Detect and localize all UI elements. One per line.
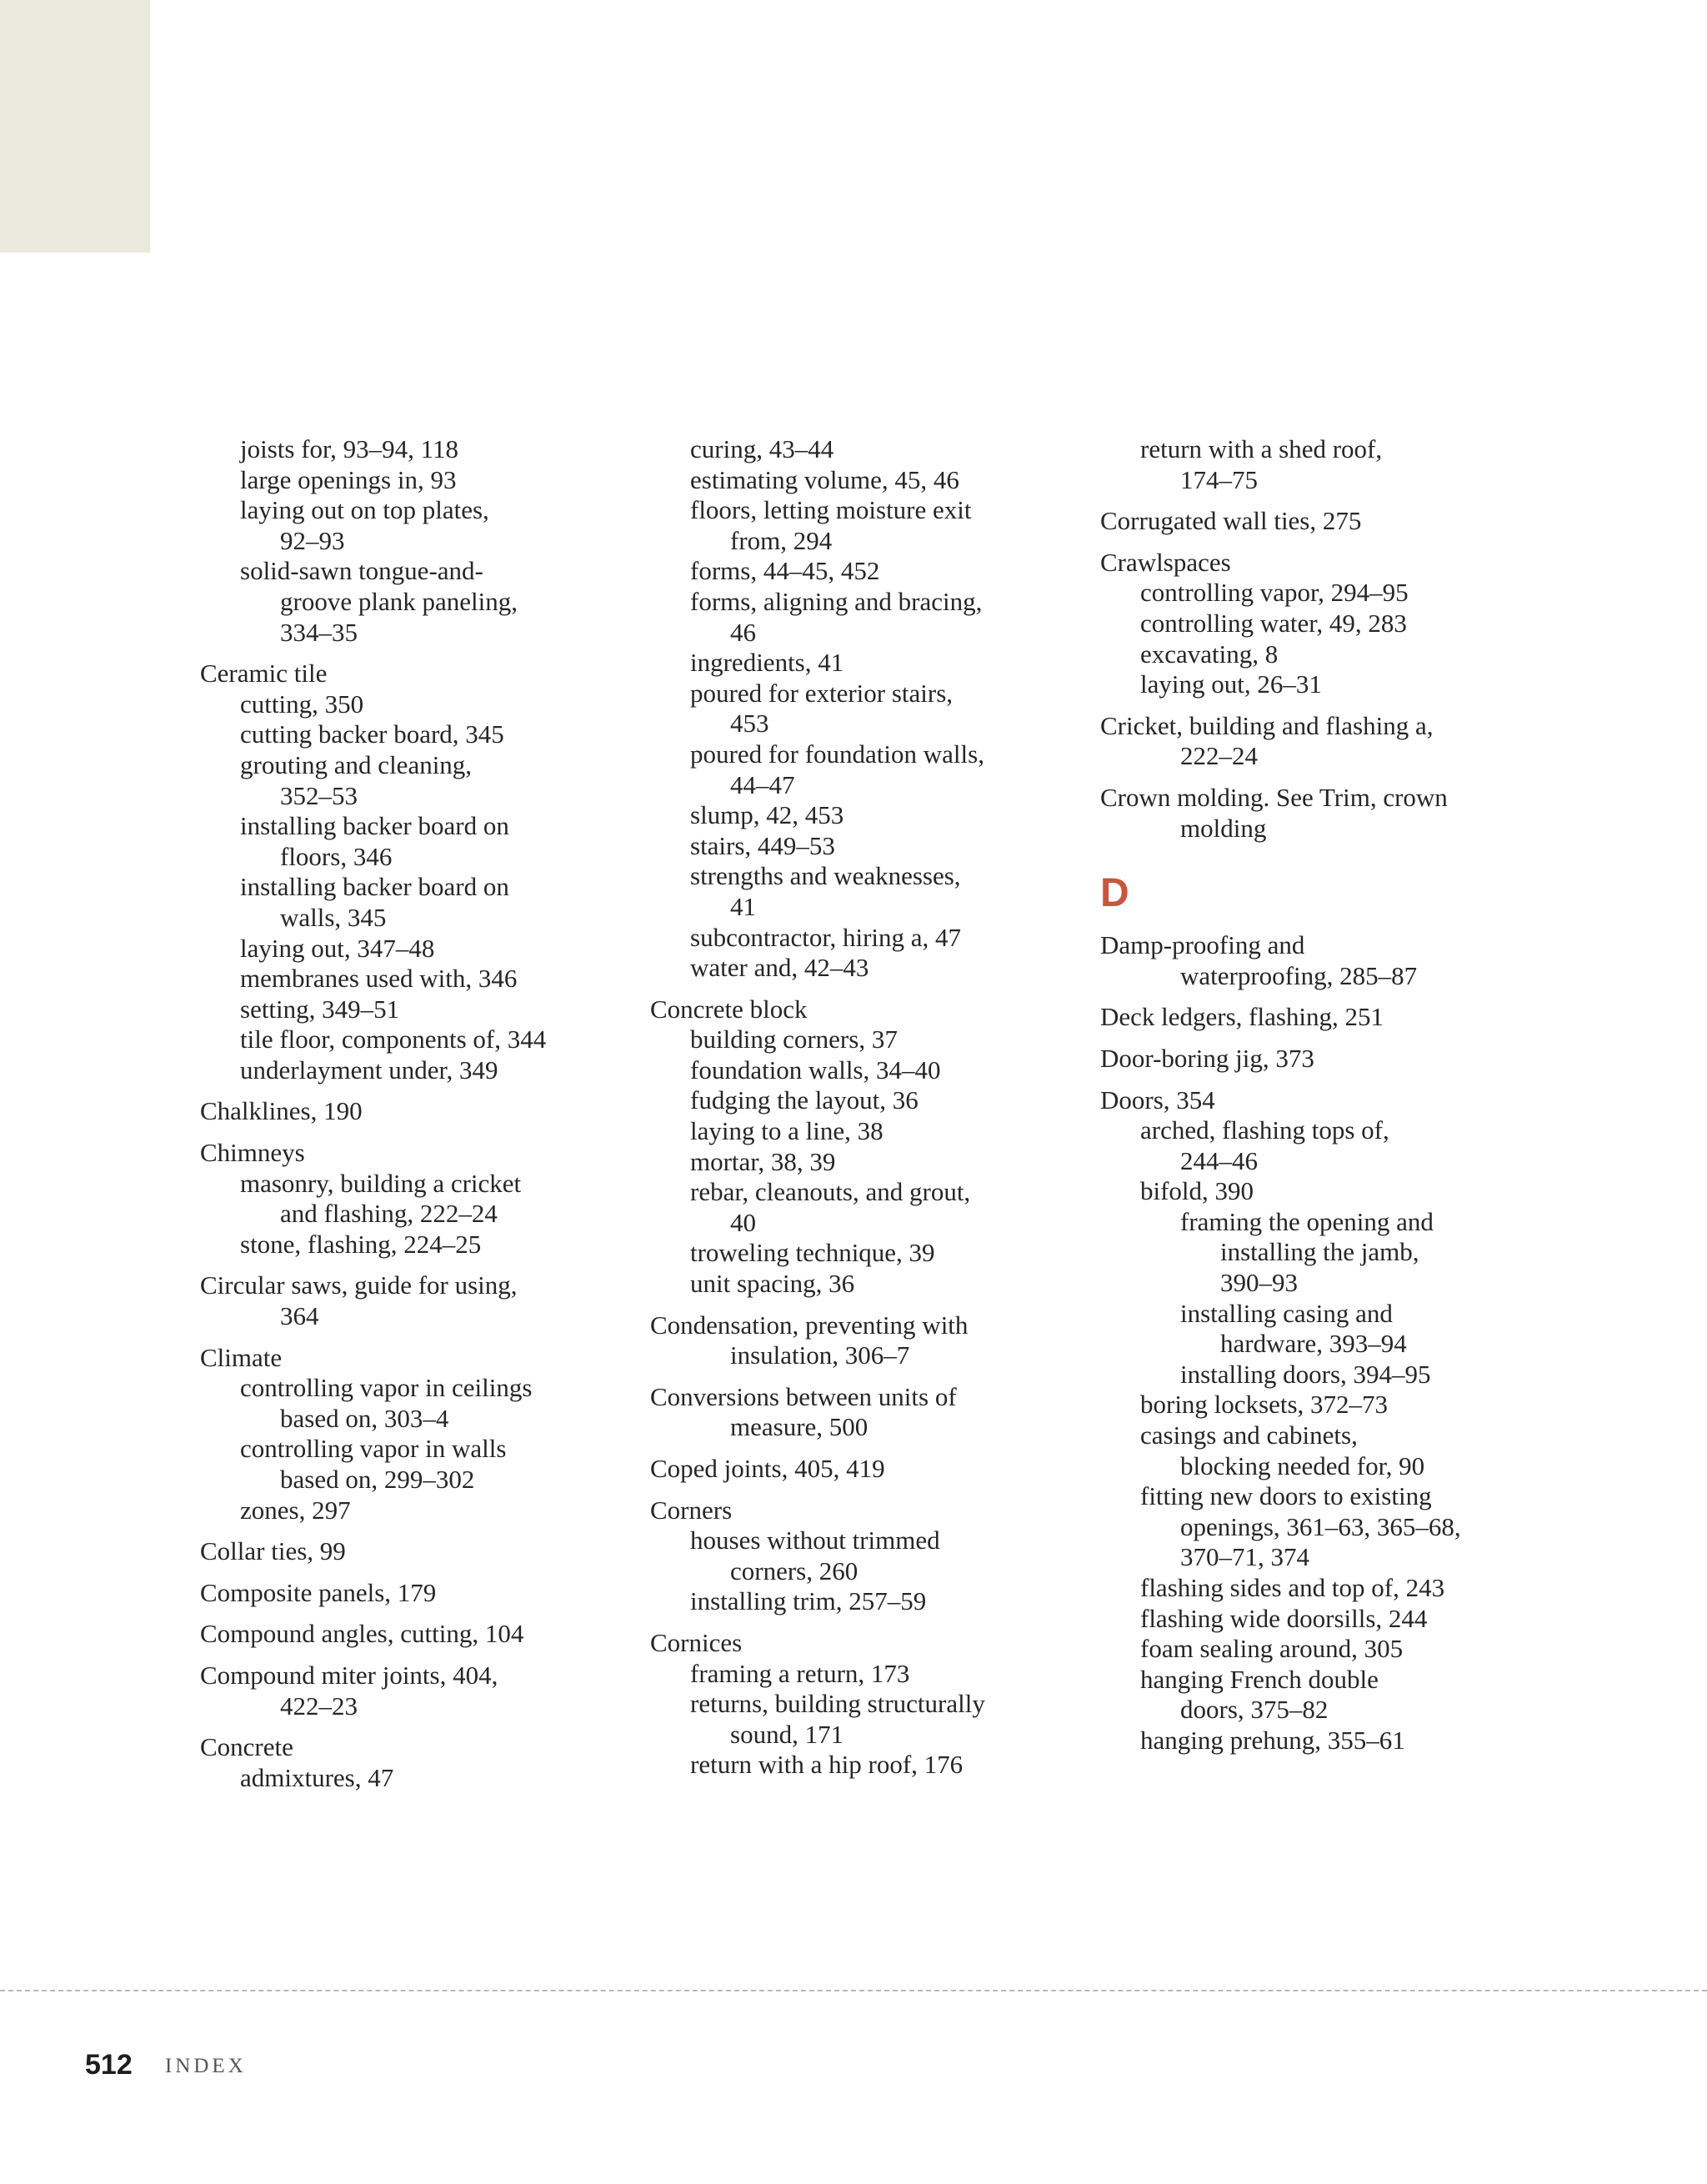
index-subentry: masonry, building a cricket xyxy=(240,1168,522,1198)
index-heading: Corrugated wall ties, 275 xyxy=(1100,506,1362,536)
index-subentry: based on, 303–4 xyxy=(280,1403,449,1433)
index-heading: Cornices xyxy=(650,1627,743,1657)
index-subentry: framing a return, 173 xyxy=(690,1658,910,1688)
index-subentry: estimating volume, 45, 46 xyxy=(690,464,959,494)
index-subentry: from, 294 xyxy=(730,525,833,555)
index-subentry: 40 xyxy=(730,1207,756,1237)
index-subentry: zones, 297 xyxy=(240,1495,351,1525)
index-subentry: subcontractor, hiring a, 47 xyxy=(690,922,962,952)
index-heading: Cricket, building and flashing a, xyxy=(1100,710,1434,740)
index-heading: Coped joints, 405, 419 xyxy=(650,1454,885,1483)
index-subentry: floors, 346 xyxy=(280,841,393,871)
index-subentry: waterproofing, 285–87 xyxy=(1180,960,1418,990)
index-subentry: returns, building structurally xyxy=(690,1689,985,1719)
index-subentry: hanging French double xyxy=(1140,1664,1379,1694)
index-subentry: insulation, 306–7 xyxy=(730,1340,910,1370)
index-subentry: tile floor, components of, 344 xyxy=(240,1024,547,1054)
index-subentry: strengths and weaknesses, xyxy=(690,861,961,891)
index-subentry: bifold, 390 xyxy=(1140,1176,1254,1206)
index-subentry: 41 xyxy=(730,891,756,921)
index-subentry: 244–46 xyxy=(1180,1145,1258,1175)
index-subentry: controlling water, 49, 283 xyxy=(1140,608,1407,638)
index-heading: Ceramic tile xyxy=(200,659,328,689)
index-subentry: stone, flashing, 224–25 xyxy=(240,1229,482,1259)
index-subentry: building corners, 37 xyxy=(690,1024,898,1054)
index-heading: Climate xyxy=(200,1342,283,1372)
index-column-1 xyxy=(200,434,633,1793)
index-subentry: 174–75 xyxy=(1180,464,1258,494)
index-subentry: underlayment under, 349 xyxy=(240,1054,498,1084)
index-subentry: 453 xyxy=(730,709,769,739)
corner-tab xyxy=(0,0,150,253)
index-subentry: installing casing and xyxy=(1180,1298,1393,1328)
index-heading: Damp-proofing and xyxy=(1100,930,1305,960)
index-subentry: groove plank paneling, xyxy=(280,586,518,616)
index-subentry: hardware, 393–94 xyxy=(1220,1329,1407,1359)
index-subentry: installing backer board on xyxy=(240,811,509,841)
index-heading: Concrete block xyxy=(650,994,808,1024)
index-heading: Concrete xyxy=(200,1732,293,1762)
index-subentry: mortar, 38, 39 xyxy=(690,1146,836,1176)
index-subentry: laying out on top plates, xyxy=(240,495,489,525)
index-heading: Crawlspaces xyxy=(1100,547,1231,577)
index-subentry: based on, 299–302 xyxy=(280,1465,475,1494)
index-subentry: 334–35 xyxy=(280,617,358,647)
index-subentry: excavating, 8 xyxy=(1140,639,1279,669)
index-subentry: large openings in, 93 xyxy=(240,464,457,494)
index-subentry: troweling technique, 39 xyxy=(690,1238,935,1268)
index-subentry: unit spacing, 36 xyxy=(690,1269,855,1299)
index-subentry: casings and cabinets, xyxy=(1140,1420,1358,1450)
index-subentry: installing trim, 257–59 xyxy=(690,1586,927,1616)
index-subentry: controlling vapor, 294–95 xyxy=(1140,578,1409,608)
index-subentry: poured for foundation walls, xyxy=(690,739,984,769)
index-subentry: poured for exterior stairs, xyxy=(690,678,954,708)
index-subentry: foundation walls, 34–40 xyxy=(690,1054,941,1084)
index-subentry: forms, aligning and bracing, xyxy=(690,586,983,616)
index-subentry: water and, 42–43 xyxy=(690,953,869,983)
index-heading: Conversions between units of xyxy=(650,1381,957,1411)
index-subentry: floors, letting moisture exit xyxy=(690,495,972,525)
index-heading: Compound angles, cutting, 104 xyxy=(200,1619,524,1649)
index-subentry: setting, 349–51 xyxy=(240,994,400,1024)
index-subentry: and flashing, 222–24 xyxy=(280,1199,498,1229)
index-subentry: 352–53 xyxy=(280,780,358,810)
page-number: 512 xyxy=(85,2049,133,2081)
index-heading: Deck ledgers, flashing, 251 xyxy=(1100,1002,1384,1032)
index-subentry: forms, 44–45, 452 xyxy=(690,556,880,586)
index-subentry: boring locksets, 372–73 xyxy=(1140,1390,1389,1420)
section-letter: D xyxy=(1100,871,1129,916)
index-subentry: doors, 375–82 xyxy=(1180,1695,1329,1725)
index-heading: Door-boring jig, 373 xyxy=(1100,1043,1314,1073)
index-subentry: rebar, cleanouts, and grout, xyxy=(690,1177,971,1207)
index-subentry: houses without trimmed xyxy=(690,1525,940,1555)
index-heading: Collar ties, 99 xyxy=(200,1536,346,1566)
footer-rule xyxy=(0,1990,1707,1991)
index-subentry: sound, 171 xyxy=(730,1719,844,1749)
index-subentry: cutting, 350 xyxy=(240,689,364,719)
index-heading: Crown molding. See Trim, crown xyxy=(1100,782,1448,812)
index-subentry: joists for, 93–94, 118 xyxy=(240,434,458,463)
index-heading: Chalklines, 190 xyxy=(200,1096,363,1126)
index-heading: Corners xyxy=(650,1495,733,1525)
index-heading: Circular saws, guide for using, xyxy=(200,1270,518,1300)
running-head: INDEX xyxy=(165,2055,247,2077)
index-subentry: solid-sawn tongue-and- xyxy=(240,556,483,586)
index-subentry: arched, flashing tops of, xyxy=(1140,1115,1389,1145)
index-subentry: hanging prehung, 355–61 xyxy=(1140,1725,1405,1755)
index-subentry: curing, 43–44 xyxy=(690,434,834,463)
index-subentry: molding xyxy=(1180,813,1267,843)
index-column-2 xyxy=(650,434,1084,1781)
index-heading: Composite panels, 179 xyxy=(200,1577,437,1607)
index-heading: Doors, 354 xyxy=(1100,1084,1215,1115)
index-subentry: laying out, 26–31 xyxy=(1140,669,1322,699)
index-heading: Condensation, preventing with xyxy=(650,1310,969,1340)
index-subentry: 364 xyxy=(280,1301,319,1331)
index-subentry: openings, 361–63, 365–68, xyxy=(1180,1511,1461,1541)
index-subentry: 92–93 xyxy=(280,525,345,555)
index-subentry: return with a shed roof, xyxy=(1140,434,1383,463)
index-subentry: walls, 345 xyxy=(280,902,387,932)
index-heading: Chimneys xyxy=(200,1138,305,1168)
index-subentry: corners, 260 xyxy=(730,1555,859,1585)
index-subentry: 222–24 xyxy=(1180,741,1258,771)
index-subentry: return with a hip roof, 176 xyxy=(690,1750,964,1780)
index-subentry: grouting and cleaning, xyxy=(240,749,473,779)
index-subentry: installing doors, 394–95 xyxy=(1180,1359,1431,1389)
index-subentry: 390–93 xyxy=(1220,1268,1298,1298)
index-subentry: laying out, 347–48 xyxy=(240,933,435,963)
index-subentry: laying to a line, 38 xyxy=(690,1116,884,1146)
index-subentry: 44–47 xyxy=(730,769,795,799)
index-subentry: controlling vapor in walls xyxy=(240,1434,507,1464)
index-subentry: blocking needed for, 90 xyxy=(1180,1450,1425,1480)
index-subentry: 370–71, 374 xyxy=(1180,1542,1309,1572)
index-subentry: measure, 500 xyxy=(730,1412,869,1442)
index-subentry: framing the opening and xyxy=(1180,1206,1434,1236)
index-subentry: fudging the layout, 36 xyxy=(690,1085,919,1115)
index-subentry: ingredients, 41 xyxy=(690,648,844,678)
index-subentry: membranes used with, 346 xyxy=(240,964,518,994)
index-subentry: stairs, 449–53 xyxy=(690,830,835,860)
index-subentry: cutting backer board, 345 xyxy=(240,719,504,749)
index-subentry: installing the jamb, xyxy=(1220,1237,1419,1267)
index-subentry: controlling vapor in ceilings xyxy=(240,1373,533,1403)
index-subentry: fitting new doors to existing xyxy=(1140,1481,1432,1511)
index-subentry: 422–23 xyxy=(280,1691,358,1721)
index-subentry: flashing wide doorsills, 244 xyxy=(1140,1603,1428,1633)
index-subentry: foam sealing around, 305 xyxy=(1140,1634,1404,1664)
index-heading: Compound miter joints, 404, xyxy=(200,1660,498,1690)
index-column-3 xyxy=(1100,434,1534,1756)
index-subentry: installing backer board on xyxy=(240,872,509,902)
index-subentry: admixtures, 47 xyxy=(240,1762,394,1792)
index-subentry: slump, 42, 453 xyxy=(690,800,844,830)
index-subentry: 46 xyxy=(730,617,756,647)
index-subentry: flashing sides and top of, 243 xyxy=(1140,1573,1445,1602)
